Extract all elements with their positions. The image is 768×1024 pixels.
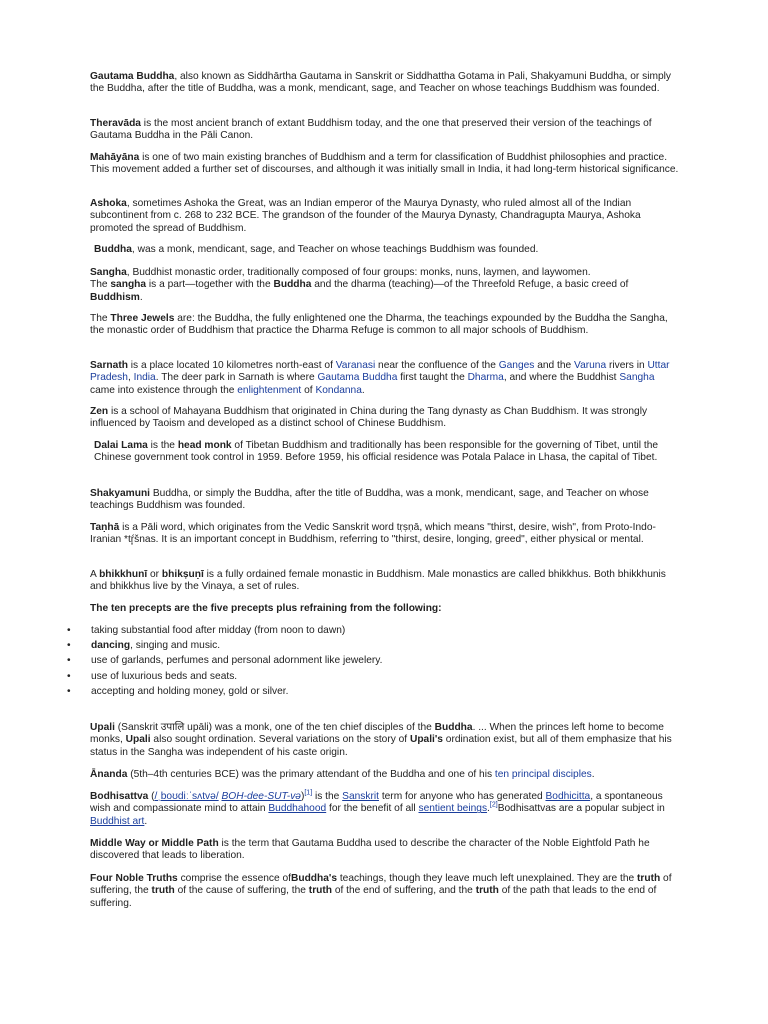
link-ipa[interactable]: /ˌboʊdiːˈsʌtvə/: [154, 791, 219, 802]
link-sentient-beings[interactable]: sentient beings: [418, 803, 488, 815]
bullet-icon: •: [67, 625, 71, 636]
list-item: • use of luxurious beds and seats.: [67, 670, 238, 682]
reference-2-link[interactable]: [2]: [489, 802, 498, 810]
term-dalai-lama: Dalai Lama: [94, 440, 148, 451]
link-sangha[interactable]: Sangha: [619, 372, 655, 384]
term-theravada: Theravāda: [90, 118, 141, 129]
link-pronunciation[interactable]: BOH-dee-SUT-və: [221, 791, 301, 802]
paragraph-tanha: Taṇhā is a Pāli word, which originates from the Vedic Sanskrit word tṛṣṇā, which means "thirst, desire, wish", from Proto-Indo-Iranian *tŕ̥šnas. It is an important concept in Buddhism, referring to "thirst, desire, longing, greed", either physical or mental.: [90, 522, 656, 546]
link-india[interactable]: India: [133, 372, 156, 384]
paragraph-bodhisattva: Bodhisattva (/ˌboʊdiːˈsʌtvə/ BOH-dee-SUT-və)[1] is the Sanskrit term for anyone who has generated Bodhicitta, a spontaneous wish and compassionate mind to attain Buddhahood for the benefit of all sentient beings.[2]Bodhisattvas are a popular subject in Buddhist art.: [90, 789, 665, 827]
term-tanha: Taṇhā: [90, 522, 120, 533]
term-sarnath: Sarnath: [90, 360, 128, 371]
term-zen: Zen: [90, 406, 109, 417]
term-upali: Upali: [90, 722, 115, 733]
paragraph-theravada: Theravāda is the most ancient branch of extant Buddhism today, and the one that preserved their version of the teachings of Gautama Buddha in the Pāli Canon.: [90, 118, 652, 142]
link-sanskrit[interactable]: Sanskrit: [342, 791, 379, 802]
paragraph-shakyamuni: Shakyamuni Buddha, or simply the Buddha, after the title of Buddha, was a monk, mendicant, sage, and Teacher on whose teachings Buddhism was founded.: [90, 488, 649, 512]
paragraph-dalai-lama: Dalai Lama is the head monk of Tibetan Buddhism and traditionally has been responsible for the governing of Tibet, until the Chinese government took control in 1959. Before 1959, his official residence was Potala Palace in Lhasa, the capital of Tibet.: [94, 440, 659, 464]
precepts-list: [64, 625, 684, 701]
link-gautama-buddha[interactable]: Gautama Buddha: [317, 372, 398, 384]
list-item: • dancing, singing and music.: [67, 640, 221, 652]
link-kondanna[interactable]: Kondanna: [315, 384, 362, 396]
link-varuna[interactable]: Varuna: [574, 360, 607, 371]
list-item: • use of garlands, perfumes and personal adornment like jewelery.: [67, 655, 383, 667]
term-mahayana: Mahāyāna: [90, 152, 140, 163]
bullet-icon: •: [67, 670, 71, 682]
list-item: • taking substantial food after midday (from noon to dawn): [67, 625, 346, 636]
link-ganges[interactable]: Ganges: [498, 360, 535, 371]
link-uttar-pradesh[interactable]: Uttar Pradesh: [90, 360, 670, 384]
paragraph-mahayana: Mahāyāna is one of two main existing branches of Buddhism and a term for classification of Buddhist philosophies and practice. This movement added a further set of discourses, and although it was initially small in India, it had long-term historical significance.: [90, 152, 679, 176]
link-enlightenment[interactable]: enlightenment: [237, 384, 302, 396]
paragraph-three-jewels: The Three Jewels are: the Buddha, the fully enlightened one the Dharma, the teachings expounded by the Buddha the Sangha, the monastic order of Buddhism that practice the Dharma Refuge is common to all major schools of Buddhism.: [90, 313, 668, 337]
term-sangha: Sangha: [90, 267, 127, 278]
term-shakyamuni: Shakyamuni: [90, 488, 151, 499]
reference-1-link[interactable]: [1]: [304, 789, 313, 797]
paragraph-four-noble-truths: Four Noble Truths comprise the essence ofBuddha's teachings, though they leave much left unexplained. They are the truth of suffering, the truth of the cause of suffering, the truth of the end of suffering, and the truth of the path that leads to the end of suffering.: [90, 873, 672, 909]
link-dharma[interactable]: Dharma: [467, 372, 504, 384]
term-ashoka: Ashoka: [90, 198, 127, 209]
paragraph-upali: Upali (Sanskrit उपालि upāli) was a monk, one of the ten chief disciples of the Buddha. ... When the princes left home to become monks, Upali also sought ordination. Several variations on the story of Upali's ordination exist, but all of them emphasize that his status in the Sangha was independent of his caste origin.: [90, 722, 672, 758]
paragraph-middle-way: Middle Way or Middle Path is the term that Gautama Buddha used to describe the character of the Noble Eightfold Path he discovered that leads to liberation.: [90, 838, 650, 862]
term-bhikkhuni: bhikkhunī: [99, 569, 148, 580]
link-buddhist-art[interactable]: Buddhist art: [90, 815, 145, 827]
paragraph-ashoka: Ashoka, sometimes Ashoka the Great, was an Indian emperor of the Maurya Dynasty, who ruled almost all of the Indian subcontinent from c. 268 to 232 BCE. The grandson of the founder of the Maurya Dynasty, Chandragupta Maurya, Ashoka promoted the spread of Buddhism.: [90, 198, 641, 234]
term-middle-way: Middle Way or Middle Path: [90, 838, 219, 849]
term-bhiksuni: bhikṣuṇī: [161, 569, 204, 580]
bullet-icon: •: [67, 655, 71, 667]
precepts-heading: The ten precepts are the five precepts plus refraining from the following:: [90, 603, 442, 614]
paragraph-ananda: Ānanda (5th–4th centuries BCE) was the primary attendant of the Buddha and one of his ten principal disciples.: [90, 769, 595, 780]
term-ananda: Ānanda: [90, 769, 128, 780]
term-buddha: Buddha: [94, 244, 132, 255]
paragraph-gautama-buddha: Gautama Buddha, also known as Siddhārtha Gautama in Sanskrit or Siddhattha Gotama in Pali, Shakyamuni Buddha, or simply the Buddha, after the title of Buddha, was a monk, mendicant, sage, and Teacher on whose teachings Buddhism was founded.: [90, 71, 671, 95]
paragraph-buddha: Buddha, was a monk, mendicant, sage, and Teacher on whose teachings Buddhism was founded.: [94, 244, 539, 255]
bullet-icon: •: [67, 685, 71, 697]
paragraph-sarnath: Sarnath is a place located 10 kilometres north-east of Varanasi near the confluence of the Ganges and the Varuna rivers in Uttar Pradesh, India. The deer park in Sarnath is where Gautama Buddha first taught the Dharma, and where the Buddhist Sangha came into existence through the enlightenment of Kondanna.: [90, 360, 670, 396]
link-bodhicitta[interactable]: Bodhicitta: [545, 791, 591, 802]
bullet-icon: •: [67, 640, 71, 652]
term-bodhisattva: Bodhisattva: [90, 791, 149, 802]
link-varanasi[interactable]: Varanasi: [335, 360, 376, 371]
term-three-jewels: Three Jewels: [110, 313, 175, 324]
paragraph-sangha: Sangha, Buddhist monastic order, traditionally composed of four groups: monks, nuns, laymen, and laywomen. The sangha is a part—together with the Buddha and the dharma (teaching)—of the Threefold Refuge, a basic creed of Buddhism.: [90, 267, 629, 303]
term-four-noble-truths: Four Noble Truths: [90, 873, 178, 884]
term-head-monk: head monk: [177, 440, 232, 451]
paragraph-zen: Zen is a school of Mahayana Buddhism that originated in China during the Tang dynasty as Chan Buddhism. It was strongly influenced by Taoism and developed as a distinct school of Chinese Buddhism.: [90, 406, 648, 430]
paragraph-bhikkhuni: A bhikkhunī or bhikṣuṇī is a fully ordained female monastic in Buddhism. Male monastics are called bhikkhus. Both bhikkhunis and bhikkhus live by the Vinaya, a set of rules.: [90, 569, 666, 593]
list-item: • accepting and holding money, gold or silver.: [67, 685, 289, 697]
link-ten-principal-disciples[interactable]: ten principal disciples: [494, 769, 592, 780]
link-buddhahood[interactable]: Buddhahood: [268, 803, 327, 815]
term-gautama-buddha: Gautama Buddha: [90, 71, 175, 82]
